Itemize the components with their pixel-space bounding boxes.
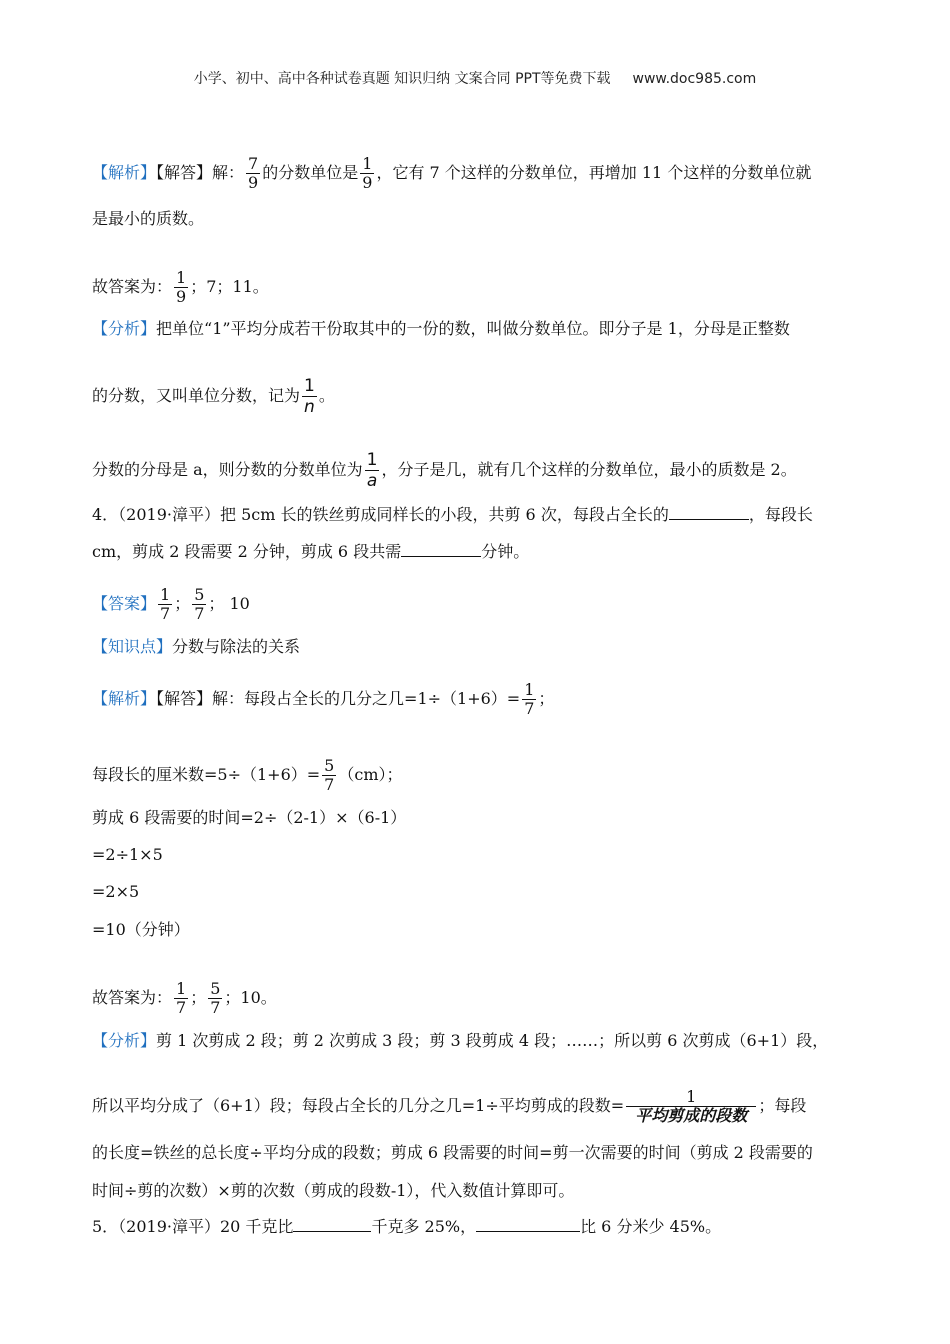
fraction-1-over-segments: $\frac{1}{\text{平均剪成的段数}}$ bbox=[626, 1088, 756, 1125]
q4-solution-line2: 每段长的厘米数=5÷（1+6）= $\frac{5}{7}$ （cm）； bbox=[92, 756, 403, 794]
fraction-1-9: $\frac{1}{9}$ bbox=[362, 154, 373, 192]
q4-knowledge-point: 【知识点】分数与除法的关系 bbox=[92, 637, 301, 656]
q4-solution-line6: =10（分钟） bbox=[92, 920, 190, 939]
q4-solution-line5: =2×5 bbox=[92, 882, 140, 901]
q4-analysis-line2: 所以平均分成了（6+1）段；每段占全长的几分之几=1÷平均剪成的段数= $\frac{1}{\text{平均剪成的段数}}$ ；每段 bbox=[92, 1087, 807, 1125]
fraction-1-n: $\frac{1}{n}$ bbox=[304, 376, 315, 417]
q4-solution-line4: =2÷1×5 bbox=[92, 845, 163, 864]
answer-blank[interactable] bbox=[401, 540, 481, 557]
q4-final-answer: 故答案为： $\frac{1}{7}$ ； $\frac{5}{7}$ ；10。 bbox=[92, 979, 277, 1017]
q3-solution-line2: 是最小的质数。 bbox=[92, 209, 205, 228]
fraction-5-7: $\frac{5}{7}$ bbox=[194, 585, 205, 623]
tag-daan: 【答案】 bbox=[92, 594, 157, 613]
q4-solution-line1: 【解析】【解答】解：每段占全长的几分之几=1÷（1+6）= $\frac{1}{7}$ ； bbox=[92, 680, 555, 718]
q4-question-line2: cm，剪成 2 段需要 2 分钟，剪成 6 段共需 分钟。 bbox=[92, 542, 530, 561]
q4-solution-line3: 剪成 6 段需要的时间=2÷（2-1）×（6-1） bbox=[92, 808, 407, 827]
fraction-1-7: $\frac{1}{7}$ bbox=[176, 979, 187, 1017]
q4-analysis-line1: 【分析】剪 1 次剪成 2 段；剪 2 次剪成 3 段；剪 3 段剪成 4 段；……；所以剪 6 次剪成（6+1）段， bbox=[92, 1031, 829, 1050]
fraction-5-7: $\frac{5}{7}$ bbox=[210, 979, 221, 1017]
page-header bbox=[0, 68, 950, 88]
fraction-1-7: $\frac{1}{7}$ bbox=[524, 680, 535, 718]
q4-analysis-line4: 时间÷剪的次数）×剪的次数（剪成的段数-1），代入数值计算即可。 bbox=[92, 1181, 575, 1200]
fraction-7-9: $\frac{7}{9}$ bbox=[248, 154, 259, 192]
tag-jiexi: 【解析】 bbox=[92, 163, 157, 182]
header-text: 小学、初中、高中各种试卷真题 知识归纳 文案合同 PPT等免费下载 bbox=[193, 71, 611, 87]
q4-analysis-line3: 的长度=铁丝的总长度÷平均分成的段数；剪成 6 段需要的时间=剪一次需要的时间（剪成 2 段需要的 bbox=[92, 1143, 813, 1162]
q4-answer: 【答案】 $\frac{1}{7}$ ； $\frac{5}{7}$ ； 10 bbox=[92, 585, 250, 623]
q4-question-line1: 4．（2019·漳平）把 5cm 长的铁丝剪成同样长的小段，共剪 6 次，每段占全长的 ，每段长 bbox=[92, 505, 813, 524]
q3-analysis-line3: 分数的分母是 a，则分数的分数单位为 $\frac{1}{a}$ ，分子是几，就有几个这样的分数单位，最小的质数是 2。 bbox=[92, 450, 797, 491]
answer-blank[interactable] bbox=[293, 1215, 371, 1232]
q3-answer: 故答案为： $\frac{1}{9}$ ；7；11。 bbox=[92, 268, 269, 306]
q5-question: 5．（2019·漳平）20 千克比 千克多 25%， 比 6 分米少 45%。 bbox=[92, 1217, 722, 1236]
q3-solution-line1: 【解析】【解答】解： $\frac{7}{9}$ 的分数单位是 $\frac{1}{9}$ ，它有 7 个这样的分数单位，再增加 11 个这样的分数单位就 bbox=[92, 154, 812, 192]
q3-analysis-line1: 【分析】把单位“1”平均分成若干份取其中的一份的数，叫做分数单位。即分子是 1，分母是正整数 bbox=[92, 319, 790, 338]
fraction-1-a: $\frac{1}{a}$ bbox=[366, 450, 378, 491]
fraction-1-7: $\frac{1}{7}$ bbox=[160, 585, 171, 623]
fraction-5-7: $\frac{5}{7}$ bbox=[324, 756, 335, 794]
header-site[interactable]: www.doc985.com bbox=[632, 71, 757, 87]
tag-fenxi: 【分析】 bbox=[92, 319, 157, 338]
tag-zhishidian: 【知识点】 bbox=[92, 637, 173, 656]
answer-blank[interactable] bbox=[669, 503, 749, 520]
q3-analysis-line2: 的分数，又叫单位分数，记为 $\frac{1}{n}$ 。 bbox=[92, 376, 335, 417]
fraction-1-9: $\frac{1}{9}$ bbox=[176, 268, 187, 306]
answer-blank[interactable] bbox=[476, 1215, 580, 1232]
